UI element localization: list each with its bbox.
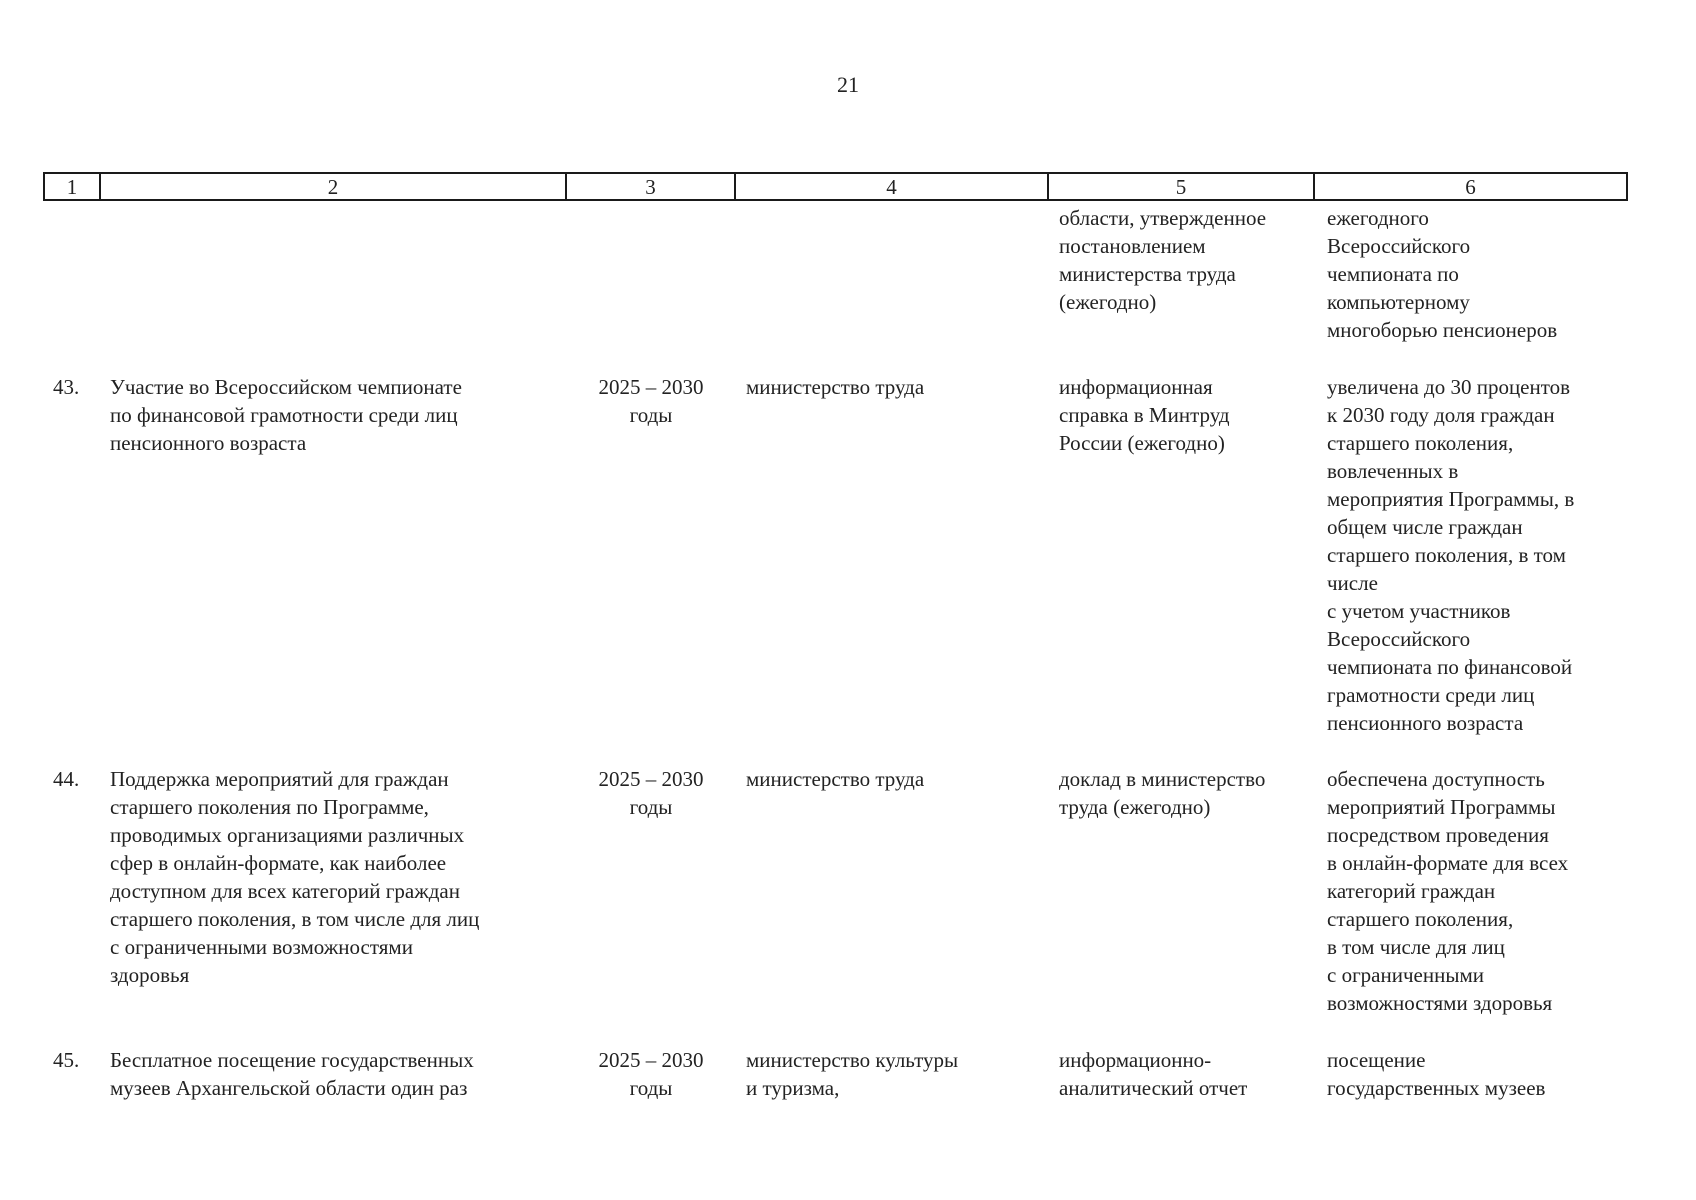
column-header-5: 5	[1049, 174, 1315, 199]
column-header-6: 6	[1465, 175, 1476, 199]
row-number: 43.	[53, 375, 80, 399]
row-number: 45.	[53, 1048, 80, 1072]
report-cell: информационно- аналитический отчет	[1059, 1048, 1248, 1100]
column-header-3: 3	[567, 174, 736, 199]
row-number: 44.	[53, 767, 80, 791]
report-cell: доклад в министерство труда (ежегодно)	[1059, 767, 1266, 819]
executor-cell: министерство культуры и туризма,	[746, 1048, 959, 1100]
column-header-4: 4	[736, 174, 1049, 199]
executor-cell: министерство труда	[746, 375, 925, 399]
result-cell: посещение государственных музеев	[1327, 1048, 1546, 1100]
continuation-report-cell: области, утвержденное постановлением министерства труда (ежегодно)	[1059, 206, 1267, 314]
period-cell: 2025 – 2030 годы	[598, 767, 704, 819]
report-cell: информационная справка в Минтруд России (ежегодно)	[1059, 375, 1230, 455]
result-cell: обеспечена доступность мероприятий Программы посредством проведения в онлайн-формате для всех категорий граждан старшего поколения, в том числе для лиц с ограниченными возможностями здоровья	[1327, 767, 1569, 1015]
event-cell: Поддержка мероприятий для граждан старшего поколения по Программе, проводимых организациями различных сфер в онлайн-формате, как наиболее доступном для всех категорий граждан старшего поколения, в том числе для лиц с ограниченными возможностями здоровья	[110, 767, 480, 987]
column-header-2: 2	[101, 174, 567, 199]
executor-cell: министерство труда	[746, 767, 925, 791]
period-cell: 2025 – 2030 годы	[598, 1048, 704, 1100]
event-cell: Бесплатное посещение государственных музеев Архангельской области один раз	[110, 1048, 474, 1100]
column-header-1: 1	[45, 174, 101, 199]
period-cell: 2025 – 2030 годы	[598, 375, 704, 427]
page-number: 21	[837, 72, 859, 97]
result-cell: увеличена до 30 процентов к 2030 году доля граждан старшего поколения, вовлеченных в мероприятия Программы, в общем числе граждан старшего поколения, в том числе с учетом участников Всероссийского чемпионата по финансовой грамотности среди лиц пенсионного возраста	[1327, 375, 1575, 735]
column-number-header	[43, 172, 1628, 201]
event-cell: Участие во Всероссийском чемпионате по финансовой грамотности среди лиц пенсионного возраста	[110, 375, 462, 455]
continuation-result-cell: ежегодного Всероссийского чемпионата по компьютерному многоборью пенсионеров	[1327, 206, 1558, 342]
